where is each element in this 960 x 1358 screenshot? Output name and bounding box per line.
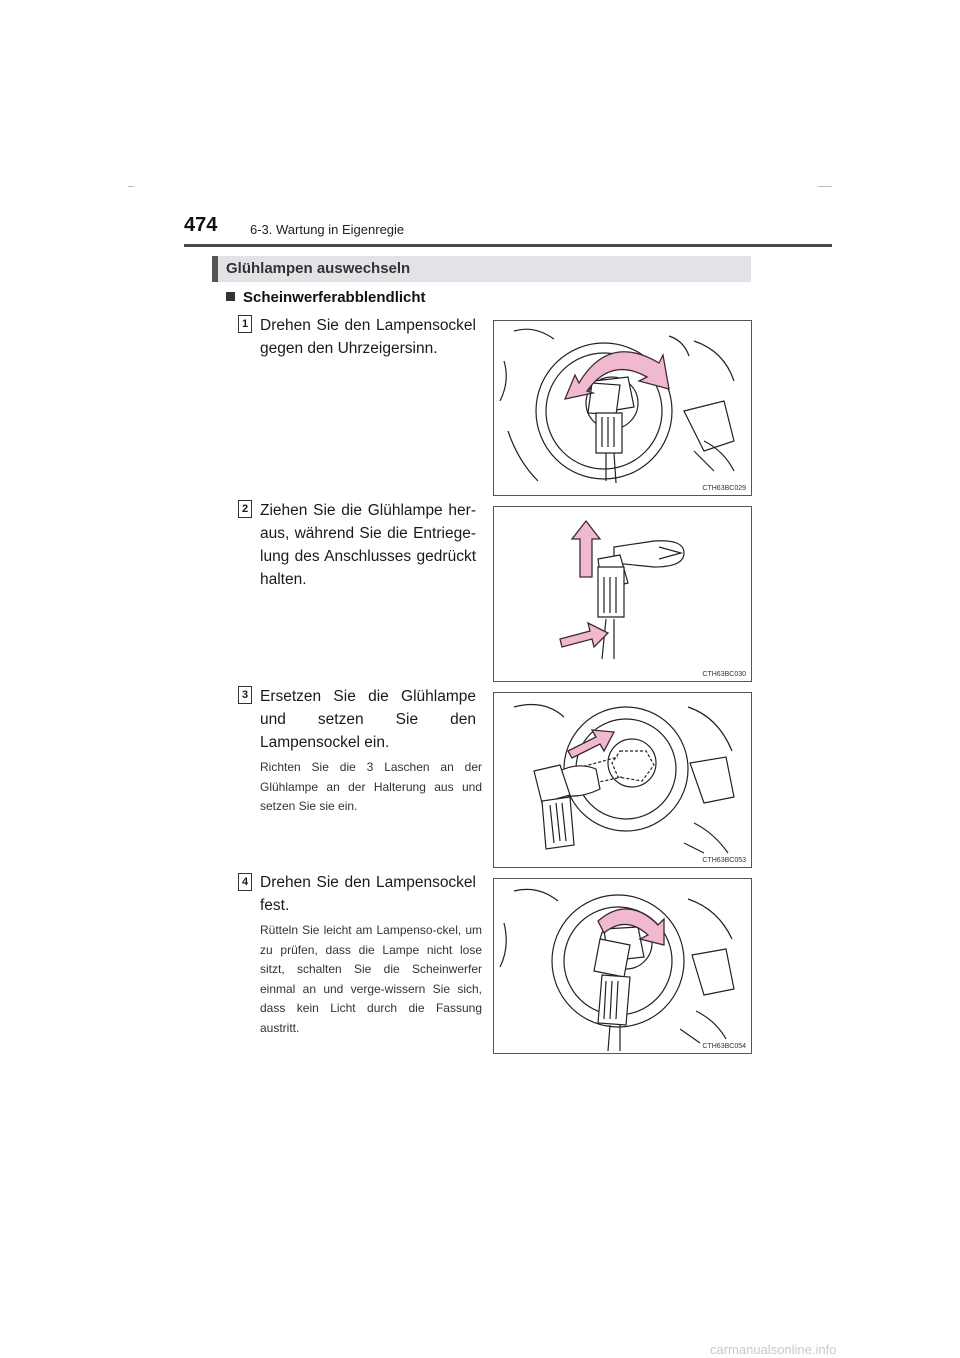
figure-code-3: CTH63BC053 <box>702 857 746 864</box>
figure-step-2 <box>493 506 752 682</box>
watermark: carmanualsonline.info <box>710 1342 837 1357</box>
section-title: 6-3. Wartung in Eigenregie <box>250 222 405 237</box>
step-number-4: 4 <box>238 873 252 891</box>
step-number-1: 1 <box>238 315 252 333</box>
step-1-text: Drehen Sie den Lampensockel gegen den Uhrzeigersinn. <box>260 317 476 357</box>
crop-mark-right <box>818 186 832 187</box>
socket-tighten-illustration <box>494 879 751 1053</box>
subheading <box>226 289 426 306</box>
figure-step-3 <box>493 692 752 868</box>
square-bullet-icon <box>226 292 235 301</box>
page-number: 474 <box>184 214 218 236</box>
bulb-insertion-illustration <box>494 693 751 867</box>
banner-title: Glühlampen auswechseln <box>226 260 411 277</box>
figure-code-4: CTH63BC054 <box>702 1043 746 1050</box>
header-rule <box>184 244 832 247</box>
step-3-note: Richten Sie die 3 Laschen an der Glühlampe an der Halterung aus und setzen Sie sie ein. <box>260 760 482 813</box>
figure-code-2: CTH63BC030 <box>702 671 746 678</box>
subheading-text: Scheinwerferabblendlicht <box>243 289 426 306</box>
topic-banner <box>212 256 751 282</box>
step-4-note: Rütteln Sie leicht am Lampenso-ckel, um zu prüfen, dass die Lampe nicht lose sitzt, schalten Sie die Scheinwerfer einmal an und verge-wissern Sie sich, dass kein Licht durch die Fassung austritt. <box>260 923 482 1035</box>
figure-step-1 <box>493 320 752 496</box>
banner-accent-bar <box>212 256 218 282</box>
crop-mark-left <box>128 186 134 187</box>
step-3-text: Ersetzen Sie die Glühlampe und setzen Sie den Lampensockel ein. <box>260 688 476 751</box>
figure-step-4 <box>493 878 752 1054</box>
bulb-removal-illustration <box>494 507 751 681</box>
step-number-3: 3 <box>238 686 252 704</box>
step-4-text: Drehen Sie den Lampensockel fest. <box>260 874 476 914</box>
step-2-text: Ziehen Sie die Glühlampe her-aus, während Sie die Entriege-lung des Anschlusses gedrückt halten. <box>260 502 476 588</box>
headlight-socket-illustration-1 <box>494 321 751 495</box>
step-number-2: 2 <box>238 500 252 518</box>
figure-code-1: CTH63BC029 <box>702 485 746 492</box>
